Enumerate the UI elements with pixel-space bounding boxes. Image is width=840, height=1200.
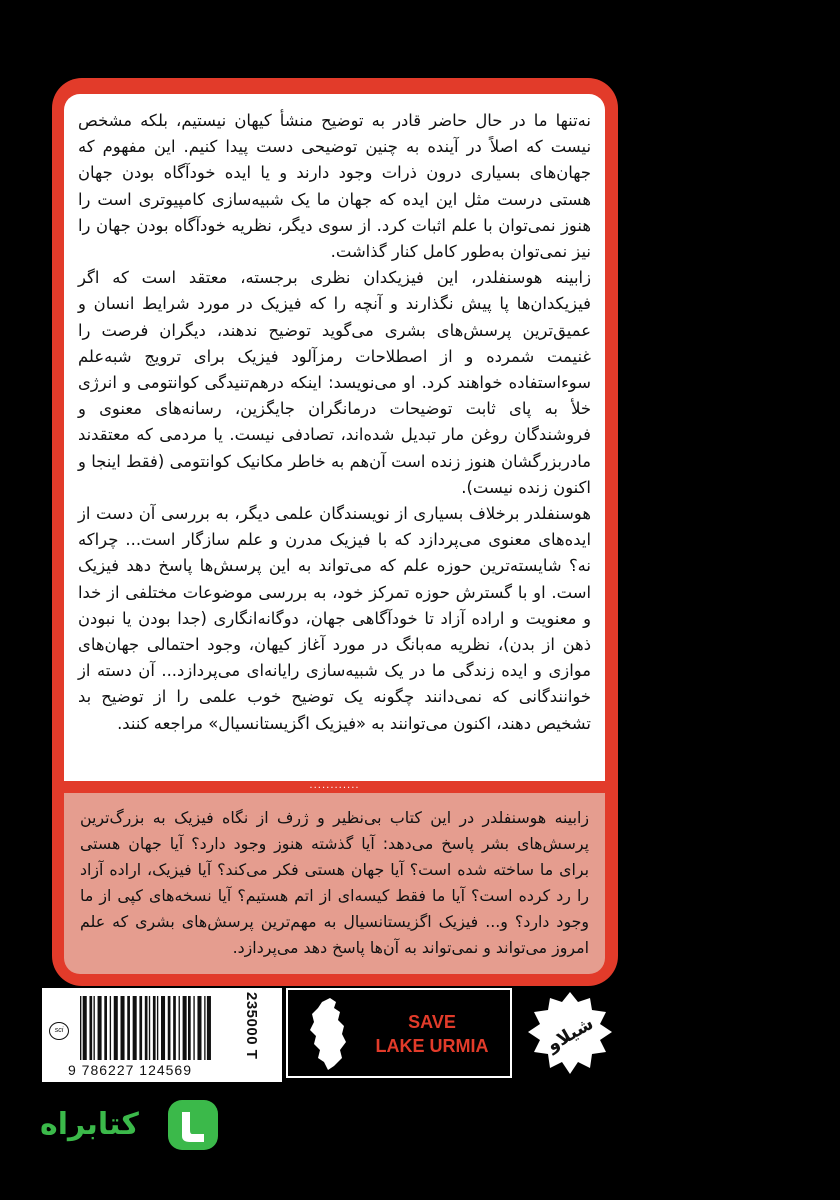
barcode-bar bbox=[94, 996, 95, 1060]
barcode-bar bbox=[89, 996, 92, 1060]
barcode-bar bbox=[139, 996, 142, 1060]
barcode-box bbox=[42, 988, 282, 1082]
barcode-bar bbox=[168, 996, 171, 1060]
barcode-bar bbox=[104, 996, 107, 1060]
barcode-bar bbox=[149, 996, 150, 1060]
barcode-bar bbox=[188, 996, 191, 1060]
shilav-publisher-logo bbox=[526, 990, 614, 1076]
ketabrah-icon bbox=[164, 1096, 222, 1154]
barcode-bar bbox=[114, 996, 118, 1060]
lake-urmia-map-icon bbox=[300, 996, 356, 1072]
save-lake-urmia-badge bbox=[286, 988, 512, 1078]
paragraph-3: هوسنفلدر برخلاف بسیاری از نویسندگان علمی دیگر، به بررسی آن دست از ایده‌های معنوی می‌پردازد که با فیزیک مدرن و علم سازگار است... چراکه نه؟ شایسته‌ترین حوزه علم که می‌تواند به این پرسش‌ها پاسخ دهد فیزیک است. او با گسترش حوزه تمرکز خود، به بررسی موضوعات مختلفی از خدا و معنویت و اراده آزاد تا خودآگاهی جهان، دوگانه‌انگاری (جدا بودن یا نبودن ذهن از بدن)، نظریه مه‌بانگ در مورد آغاز کیهان، وجود احتمالی جهان‌های موازی و ایده زندگی ما در یک شبیه‌سازی رایانه‌ای می‌پردازد... آن دسته از خوانندگانی که نمی‌دانند چگونه یک توضیح خوب علمی را از توضیح بد تشخیص دهند، اکنون می‌توانند به «فیزیک اگزیستانسیال» مراجعه کنند. bbox=[78, 504, 591, 733]
barcode-bar bbox=[80, 996, 81, 1060]
barcode-bar bbox=[183, 996, 187, 1060]
barcode-bar bbox=[83, 996, 87, 1060]
isbn-number: 9 786227 124569 bbox=[68, 1062, 192, 1078]
barcode-bar bbox=[173, 996, 176, 1060]
save-lake-urmia-text bbox=[362, 1010, 502, 1058]
lake-urmia-text: LAKE URMIA bbox=[375, 1036, 489, 1056]
barcode-bar bbox=[133, 996, 137, 1060]
barcode-bar bbox=[110, 996, 111, 1060]
price-label: 235000 T bbox=[243, 992, 260, 1060]
barcode-bar bbox=[179, 996, 180, 1060]
summary-panel bbox=[64, 793, 605, 974]
ketabrah-logo bbox=[40, 1096, 222, 1154]
barcode-bar bbox=[207, 996, 211, 1060]
barcode-bar bbox=[204, 996, 205, 1060]
barcode-bar bbox=[121, 996, 125, 1060]
barcode-bar bbox=[157, 996, 158, 1060]
sci-logo: sci bbox=[49, 1022, 69, 1040]
paragraph-1: نه‌تنها ما در حال حاضر قادر به توضیح منشأ کیهان نیستیم، بلکه مشخص نیست که اصلاً در آینده به چنین توضیحی دست پیدا کنیم. این مفهوم که جهان‌های بسیاری درون ذرات وجود دارند و یا ایده خودآگاه بودن جهان هستی درست مثل این ایده که جهان ما یک شبیه‌سازی کامپیوتری است را هنوز نمی‌توان با علم اثبات کرد. از سوی دیگر، نظریه خودآگاه بودن جهان را نیز نمی‌توان به‌طور کامل کنار گذاشت. bbox=[78, 111, 591, 262]
barcode-bars bbox=[80, 996, 256, 1060]
barcode-bar bbox=[145, 996, 148, 1060]
barcode-bar bbox=[193, 996, 194, 1060]
save-text: SAVE bbox=[408, 1012, 456, 1032]
barcode-bar bbox=[98, 996, 102, 1060]
barcode-bar bbox=[127, 996, 130, 1060]
barcode-bar bbox=[197, 996, 201, 1060]
ketabrah-text: کتابراه bbox=[40, 1107, 139, 1142]
summary-text: زابینه هوسنفلدر در این کتاب بی‌نظیر و ژرف از نگاه فیزیک به بزرگ‌ترین پرسش‌های بشر پاسخ می‌دهد: آیا گذشته هنوز وجود دارد؟ آیا جهان هستی برای ما ساخته شده است؟ آیا جهان هستی فکر می‌کند؟ آیا فیزیک، اراده آزاد را رد کرده است؟ آیا ما فقط کیسه‌ای از اتم هستیم؟ آیا نسخه‌های کپی از ما وجود دارد؟ و... فیزیک اگزیستانسیال به مهم‌ترین پرسش‌های بشری که علم امروز می‌تواند و نمی‌تواند به آن‌ها پاسخ دهد می‌پردازد. bbox=[80, 808, 589, 957]
paragraph-2: زابینه هوسنفلدر، این فیزیکدان نظری برجسته، معتقد است که اگر فیزیکدان‌ها پا پیش نگذارند و آنچه را که فیزیک در مورد شرایط انسان و عمیق‌ترین پرسش‌های بشری می‌گوید توضیح ندهند، دیگران فرصت را غنیمت شمرده و از اصطلاحات رمزآلود فیزیک برای ترویج شبه‌علم سوءاستفاده خواهند کرد. او می‌نویسد: اینکه درهم‌تنیدگی کوانتومی و انرژی خلأ به پای ثابت توضیحات درمانگران جایگزین، رسانه‌های معنوی و فروشندگان روغن مار تبدیل شده‌اند، تصادفی نیست. یا مردمی که معتقدند مادربزرگشان هنوز زنده است آن‌هم به خاطر مکانیک کوانتومی (فقط اینجا و اکنون زنده نیست). bbox=[78, 268, 591, 497]
publisher-logo-text: شیلاو bbox=[543, 1012, 598, 1057]
barcode-bar bbox=[153, 996, 156, 1060]
barcode-bar bbox=[161, 996, 165, 1060]
main-text-panel bbox=[64, 94, 605, 781]
separator-dots: ............ bbox=[309, 780, 360, 791]
